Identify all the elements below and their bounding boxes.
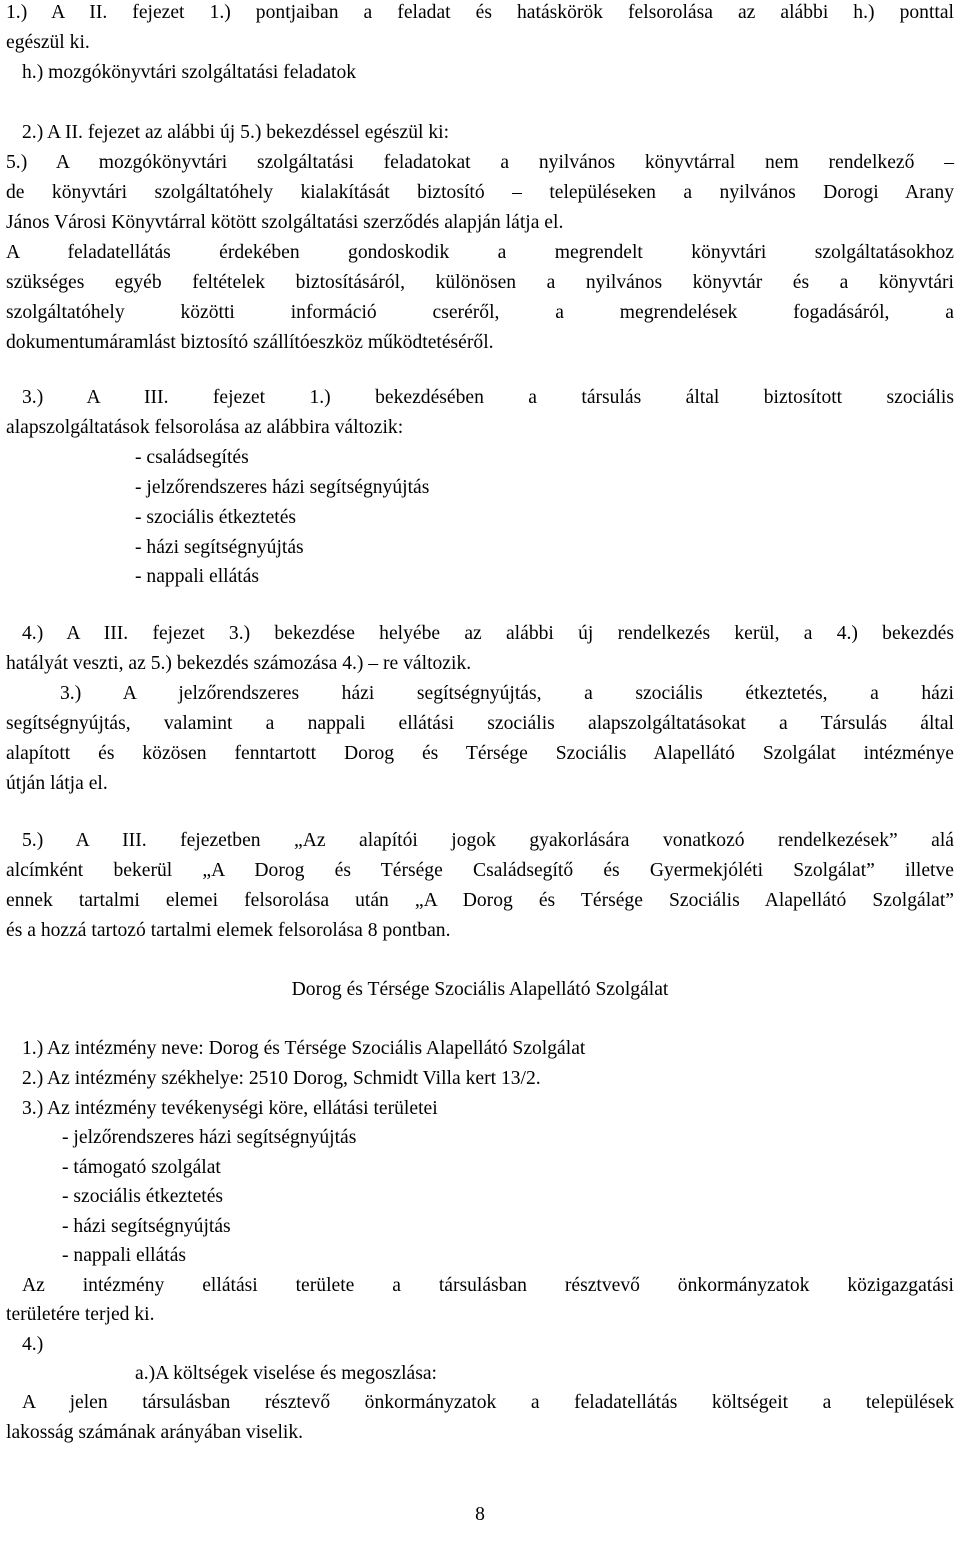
text-line: A jelen társulásban résztevő önkormányzatok a feladatellátás költségeit a települések bbox=[22, 1392, 954, 1413]
list-item: - házi segítségnyújtás bbox=[62, 1216, 231, 1237]
list-item: - nappali ellátás bbox=[62, 1245, 187, 1266]
text-line: és a hozzá tartozó tartalmi elemek felsorolása 8 pontban. bbox=[6, 920, 451, 941]
text-line: lakosság számának arányában viselik. bbox=[6, 1422, 304, 1443]
text-line: 3.) A III. fejezet 1.) bekezdésében a társulás által biztosított szociális bbox=[22, 387, 954, 408]
list-item: - támogató szolgálat bbox=[62, 1157, 221, 1178]
text-line: alcímként bekerül „A Dorog és Térsége Családsegítő és Gyermekjóléti Szolgálat” illetve bbox=[6, 860, 954, 881]
text-line: hatályát veszti, az 5.) bekezdés számozása 4.) – re változik. bbox=[6, 653, 472, 674]
text-line: szükséges egyéb feltételek biztosításáról, különösen a nyilvános könyvtár és a könyvtári bbox=[6, 272, 954, 293]
list-item: - nappali ellátás bbox=[135, 566, 260, 587]
text-line: útján látja el. bbox=[6, 773, 108, 794]
text-line: segítségnyújtás, valamint a nappali ellátási szociális alapszolgáltatásokat a Társulás által bbox=[6, 713, 954, 734]
list-item: - jelzőrendszeres házi segítségnyújtás bbox=[62, 1127, 357, 1148]
text-line: területére terjed ki. bbox=[6, 1304, 155, 1325]
text-line: 5.) A mozgókönyvtári szolgáltatási feladatokat a nyilvános könyvtárral nem rendelkező – bbox=[6, 152, 954, 173]
text-line: egészül ki. bbox=[6, 32, 90, 53]
text-line: szolgáltatóhely közötti információ cseréről, a megrendelések fogadásáról, a bbox=[6, 302, 954, 323]
text-line: a.)A költségek viselése és megoszlása: bbox=[135, 1363, 437, 1384]
text-line: alapított és közösen fenntartott Dorog és Térsége Szociális Alapellátó Szolgálat intézménye bbox=[6, 743, 954, 764]
text-line: 5.) A III. fejezetben „Az alapítói jogok gyakorlására vonatkozó rendelkezések” alá bbox=[22, 830, 954, 851]
text-line: Az intézmény ellátási területe a társulásban résztvevő önkormányzatok közigazgatási bbox=[22, 1275, 954, 1296]
text-line: de könyvtári szolgáltatóhely kialakítását biztosító – településeken a nyilvános Dorogi Arany bbox=[6, 182, 954, 203]
text-line: dokumentumáramlást biztosító szállítóeszköz működtetéséről. bbox=[6, 332, 494, 353]
text-line: János Városi Könyvtárral kötött szolgáltatási szerződés alapján látja el. bbox=[6, 212, 564, 233]
list-item: - jelzőrendszeres házi segítségnyújtás bbox=[135, 477, 430, 498]
text-line: 2.) Az intézmény székhelye: 2510 Dorog, Schmidt Villa kert 13/2. bbox=[22, 1068, 541, 1089]
list-item: - szociális étkeztetés bbox=[135, 507, 297, 528]
text-line: ennek tartalmi elemei felsorolása után „A Dorog és Térsége Szociális Alapellátó Szolgálat” bbox=[6, 890, 954, 911]
text-line: h.) mozgókönyvtári szolgáltatási feladatok bbox=[22, 62, 357, 83]
text-line: alapszolgáltatások felsorolása az alábbira változik: bbox=[6, 417, 404, 438]
text-line: 2.) A II. fejezet az alábbi új 5.) bekezdéssel egészül ki: bbox=[22, 122, 450, 143]
text-line: 3.) A jelzőrendszeres házi segítségnyújtás, a szociális étkeztetés, a házi bbox=[60, 683, 954, 704]
text-line: 1.) Az intézmény neve: Dorog és Térsége Szociális Alapellátó Szolgálat bbox=[22, 1038, 586, 1059]
text-line: 4.) A III. fejezet 3.) bekezdése helyébe az alábbi új rendelkezés kerül, a 4.) bekezdés bbox=[22, 623, 954, 644]
list-item: - családsegítés bbox=[135, 447, 249, 468]
text-line: 4.) bbox=[22, 1334, 44, 1355]
text-line: 1.) A II. fejezet 1.) pontjaiban a feladat és hatáskörök felsorolása az alábbi h.) ponttal bbox=[6, 2, 954, 23]
list-item: - házi segítségnyújtás bbox=[135, 537, 304, 558]
text-line: 3.) Az intézmény tevékenységi köre, ellátási területei bbox=[22, 1098, 438, 1119]
page-number: 8 bbox=[475, 1504, 485, 1525]
section-heading: Dorog és Térsége Szociális Alapellátó Szolgálat bbox=[291, 979, 669, 1000]
text-line: A feladatellátás érdekében gondoskodik a megrendelt könyvtári szolgáltatásokhoz bbox=[6, 242, 954, 263]
list-item: - szociális étkeztetés bbox=[62, 1186, 224, 1207]
